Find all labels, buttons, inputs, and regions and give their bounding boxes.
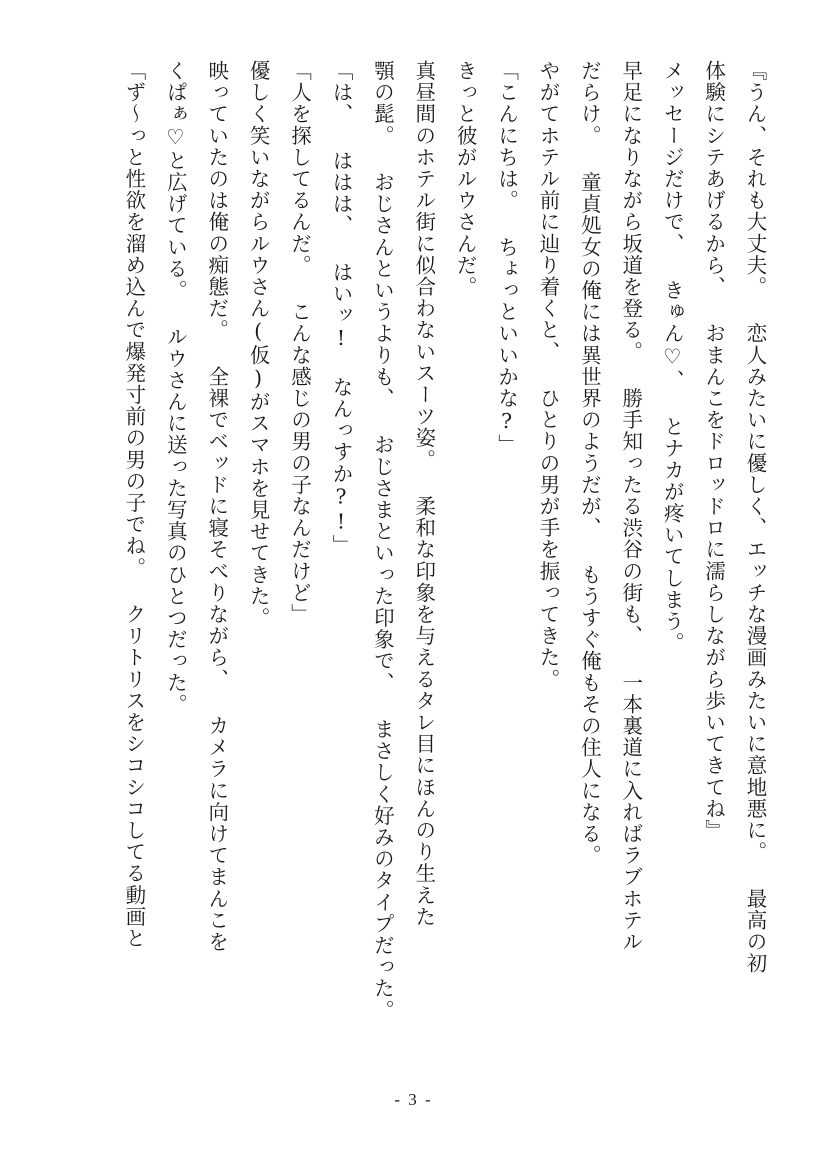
- page-number: - 3 -: [394, 1090, 433, 1109]
- text-line: 「ず～っと性欲を溜め込んで爆発寸前の男の子でね。 クリトリスをシコシコしてる動画と: [121, 60, 146, 950]
- text-line: やがてホテル前に辿り着くと、 ひとりの男が手を振ってきた。: [535, 60, 560, 690]
- text-line: くぱぁ♡と広げている。 ルウさんに送った写真のひとつだった。: [163, 60, 188, 715]
- text-line: 「こんにちは。 ちょっといいかな?」: [494, 60, 519, 456]
- text-line: 「は、 ははは、 はいッ! なんっすか?!」: [328, 60, 353, 557]
- text-line: だらけ。 童貞処女の俺には異世界のようだが、 もうすぐ俺もその住人になる。: [577, 60, 602, 867]
- text-line: 体験にシテあげるから、 おまんこをドロッドロに濡らしながら歩いてきてね』: [701, 60, 726, 842]
- text-line: 早足になりながら坂道を登る。 勝手知ったる渋谷の街も、 一本裏道に入ればラブホテル: [618, 60, 643, 953]
- text-line: 「人を探してるんだ。 こんな感じの男の子なんだけど」: [287, 60, 312, 626]
- text-line: 真昼間のホテル街に似合わないスーツ姿。 柔和な印象を与えるタレ目にほんのり生えた: [411, 60, 436, 928]
- text-line: メッセージだけで、 きゅん♡、 とナカが疼いてしまう。: [660, 60, 685, 654]
- text-line: 優しく笑いながらルウさん(仮)がスマホを見せてきた。: [246, 60, 271, 629]
- text-line: 『うん、それも大丈夫。 恋人みたいに優しく、エッチな漫画みたいに意地悪に。 最高の初: [743, 60, 767, 975]
- text-line: 顎の髭。 おじさんというよりも、 おじさまといった印象で、 まさしく好みのタイプだった。: [370, 60, 395, 1021]
- text-line: 映っていたのは俺の痴態だ。 全裸でベッドに寝そべりながら、 カメラに向けてまんこを: [204, 60, 229, 953]
- novel-body-text: [115, 60, 775, 1050]
- text-line: きっと彼がルウさんだ。: [453, 60, 478, 298]
